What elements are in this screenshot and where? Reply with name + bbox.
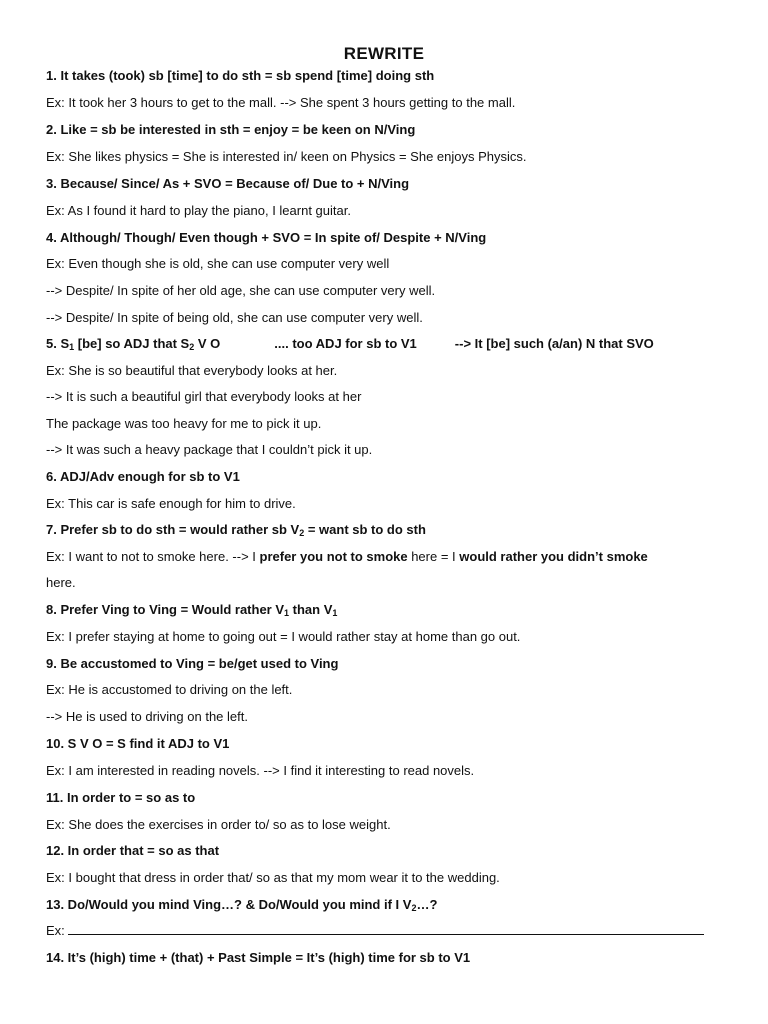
rule-5-part-c: V O: [194, 336, 221, 351]
rule-5-sub-2: 2: [189, 342, 195, 352]
example-7-part-c: here = I: [407, 549, 460, 564]
rule-heading-8: [46, 602, 337, 621]
rule-13-part-b: …?: [416, 897, 438, 912]
rule-7-part-b: = want sb to do sth: [304, 522, 426, 537]
rule-heading-6: 6. ADJ/Adv enough for sb to V1: [46, 469, 240, 484]
example-4a: Ex: Even though she is old, she can use computer very well: [46, 256, 390, 271]
rule-8-part-b: than V: [289, 602, 333, 617]
example-4b: --> Despite/ In spite of her old age, she can use computer very well.: [46, 283, 436, 298]
example-1: Ex: It took her 3 hours to get to the mall. --> She spent 3 hours getting to the mall.: [46, 95, 516, 110]
rule-heading-14: 14. It’s (high) time + (that) + Past Simple = It’s (high) time for sb to V1: [46, 950, 471, 965]
example-7-part-d: would rather you didn’t smoke: [459, 549, 648, 564]
rule-heading-10: 10. S V O = S find it ADJ to V1: [46, 736, 230, 751]
example-9a: Ex: He is accustomed to driving on the left.: [46, 682, 293, 697]
example-7-continued: here.: [46, 575, 76, 590]
rule-7-sub: 2: [299, 528, 305, 538]
example-5c: The package was too heavy for me to pick it up.: [46, 416, 322, 431]
rule-heading-3: 3. Because/ Since/ As + SVO = Because of/ Due to + N/Ving: [46, 176, 410, 191]
example-4c: --> Despite/ In spite of being old, she can use computer very well.: [46, 310, 423, 325]
rule-8-sub-1: 1: [284, 608, 290, 618]
example-7-part-a: Ex: I want to not to smoke here. --> I: [46, 549, 260, 564]
example-10: Ex: I am interested in reading novels. --> I find it interesting to read novels.: [46, 763, 475, 778]
example-3: Ex: As I found it hard to play the piano, I learnt guitar.: [46, 203, 351, 218]
example-5d: --> It was such a heavy package that I couldn’t pick it up.: [46, 442, 373, 457]
rule-heading-11: 11. In order to = so as to: [46, 790, 196, 805]
rule-heading-13: [46, 897, 437, 916]
rule-7-part-a: 7. Prefer sb to do sth = would rather sb V: [46, 522, 300, 537]
example-7-part-b: prefer you not to smoke: [259, 549, 408, 564]
rule-5-part-a: 5. S: [46, 336, 70, 351]
example-11: Ex: She does the exercises in order to/ so as to lose weight.: [46, 817, 391, 832]
rule-heading-1: 1. It takes (took) sb [time] to do sth = sb spend [time] doing sth: [46, 68, 435, 83]
example-6: Ex: This car is safe enough for him to drive.: [46, 496, 296, 511]
rule-heading-4: 4. Although/ Though/ Even though + SVO = In spite of/ Despite + N/Ving: [46, 230, 487, 245]
rule-heading-2: 2. Like = sb be interested in sth = enjoy = be keen on N/Ving: [46, 122, 416, 137]
example-5a: Ex: She is so beautiful that everybody looks at her.: [46, 363, 338, 378]
rule-8-part-a: 8. Prefer Ving to Ving = Would rather V: [46, 602, 285, 617]
rule-13-part-a: 13. Do/Would you mind Ving…? & Do/Would you mind if I V: [46, 897, 412, 912]
example-9b: --> He is used to driving on the left.: [46, 709, 248, 724]
example-8: Ex: I prefer staying at home to going out = I would rather stay at home than go out.: [46, 629, 521, 644]
rule-5-part-b: [be] so ADJ that S: [74, 336, 190, 351]
rule-5-part-e: --> It [be] such (a/an) N that SVO: [454, 336, 654, 351]
page-title: REWRITE: [343, 44, 425, 63]
example-13: [46, 923, 704, 939]
rule-heading-5: [46, 336, 654, 355]
answer-blank-line[interactable]: [68, 923, 704, 935]
rule-5-sub-1: 1: [69, 342, 75, 352]
example-13-label: Ex:: [46, 923, 69, 938]
rule-heading-9: 9. Be accustomed to Ving = be/get used to Ving: [46, 656, 339, 671]
rule-13-sub: 2: [411, 903, 417, 913]
example-12: Ex: I bought that dress in order that/ so as that my mom wear it to the wedding.: [46, 870, 500, 885]
rule-8-sub-2: 1: [332, 608, 338, 618]
rule-5-part-d: .... too ADJ for sb to V1: [274, 336, 417, 351]
rule-heading-12: 12. In order that = so as that: [46, 843, 220, 858]
rule-heading-7: [46, 522, 426, 541]
example-5b: --> It is such a beautiful girl that everybody looks at her: [46, 389, 362, 404]
example-7: [46, 549, 648, 565]
example-2: Ex: She likes physics = She is interested in/ keen on Physics = She enjoys Physics.: [46, 149, 527, 164]
